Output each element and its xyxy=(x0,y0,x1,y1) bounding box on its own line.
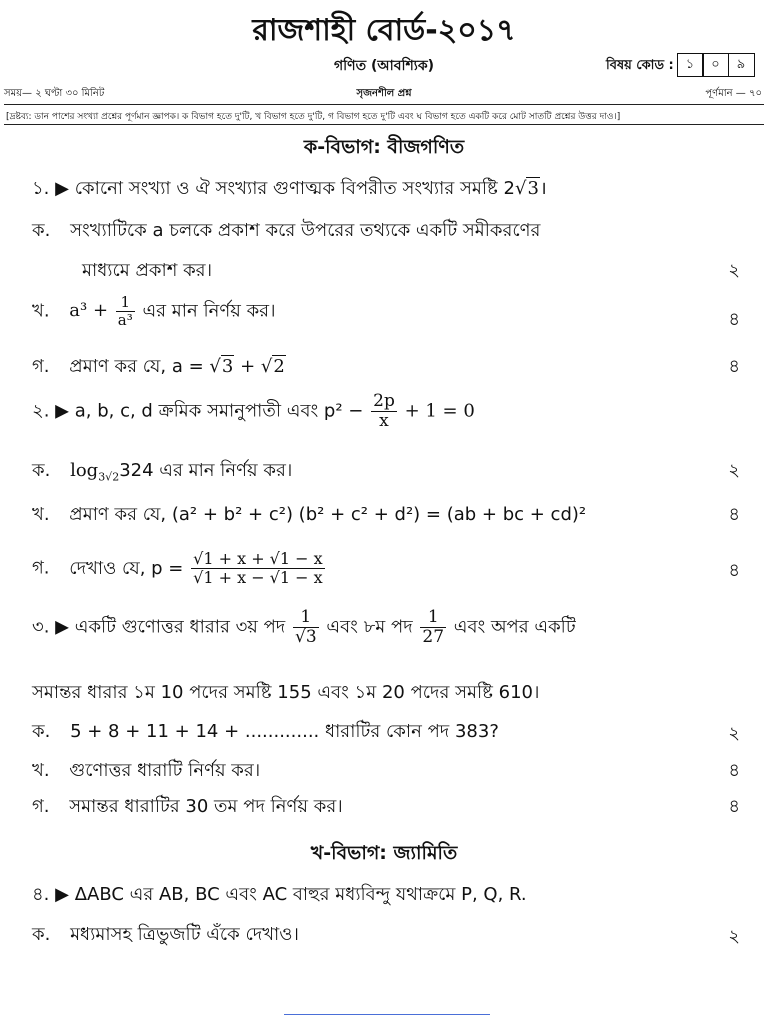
part-text: সমান্তর ধারাটির 30 তম পদ নির্ণয় কর। xyxy=(69,796,343,817)
fraction xyxy=(371,392,397,431)
denominator: 27 xyxy=(422,626,445,647)
question-1-part-ga: গ. প্রমাণ কর যে, a = √3 + √2 xyxy=(32,356,285,377)
question-text: একটি গুণোত্তর ধারার ৩য় পদ xyxy=(74,616,286,638)
question-3-part-kha xyxy=(32,756,260,787)
question-4-stem xyxy=(32,880,527,911)
part-text: মধ্যমাসহ ত্রিভুজটি এঁকে দেখাও। xyxy=(70,924,299,945)
part-label: গ. xyxy=(32,796,50,817)
part-label: ক. xyxy=(32,220,51,241)
mark: ৪ xyxy=(728,760,740,781)
arrow-icon: ▶ xyxy=(55,178,69,199)
math-log: log xyxy=(70,460,99,481)
mark: ২ xyxy=(728,260,740,281)
radicand: 2 xyxy=(273,356,285,377)
part-label: খ. xyxy=(32,760,50,781)
note-divider xyxy=(4,124,764,125)
code-digit: ০ xyxy=(702,53,729,77)
part-label: গ. xyxy=(32,557,50,579)
question-1-part-ka-cont: মাধ্যমে প্রকাশ কর। xyxy=(82,260,213,281)
numerator: √1 + x + √1 − x xyxy=(193,549,323,568)
fraction xyxy=(191,550,325,587)
denominator: a³ xyxy=(117,310,133,329)
question-3-stem-cont: সমান্তর ধারার ১ম 10 পদের সমষ্টি 155 এবং ১ম 20 পদের সমষ্টি 610। xyxy=(32,682,540,703)
radicand: 3 xyxy=(527,178,539,199)
question-2-part-ga xyxy=(32,550,327,587)
arrow-icon: ▶ xyxy=(55,400,70,422)
punctuation: । xyxy=(539,178,547,199)
question-2-part-ka xyxy=(32,456,292,487)
question-3-part-ga xyxy=(32,792,343,823)
question-text: a, b, c, d ক্রমিক সমানুপাতী এবং p² − xyxy=(74,400,364,422)
question-type: সৃজনশীল প্রশ্ন xyxy=(356,88,412,99)
question-text: ΔABC এর AB, BC এবং AC বাহুর মধ্যবিন্দু যথাক্রমে P, Q, R. xyxy=(74,884,527,905)
radicand: 3 xyxy=(221,356,234,377)
math-expression: + 1 = 0 xyxy=(404,400,475,422)
subject-name: গণিত (আবশ্যিক) xyxy=(333,58,435,74)
section-heading-geometry: খ-বিভাগ: জ্যামিতি xyxy=(310,842,458,864)
mark: ৪ xyxy=(728,309,740,330)
part-label: গ. xyxy=(32,356,50,377)
fraction xyxy=(116,294,135,329)
math-expression: a³ + xyxy=(69,300,109,322)
part-label: খ. xyxy=(32,300,50,322)
part-text: 324 এর মান নির্ণয় কর। xyxy=(119,460,293,481)
denominator: √1 + x − √1 − x xyxy=(193,567,323,587)
part-label: ক. xyxy=(32,460,51,481)
footer-link-underline[interactable] xyxy=(284,1014,490,1015)
part-text: এর মান নির্ণয় কর। xyxy=(142,300,276,322)
question-text: এবং অপর একটি xyxy=(453,616,576,638)
section-heading-algebra: ক-বিভাগ: বীজগণিত xyxy=(303,136,465,158)
code-digit: ৯ xyxy=(728,53,755,77)
mark: ৪ xyxy=(728,796,740,817)
mark: ২ xyxy=(728,723,740,744)
part-label: ক. xyxy=(32,721,51,742)
numerator: 2p xyxy=(373,391,395,411)
numerator: 1 xyxy=(116,294,135,312)
mark: ৪ xyxy=(728,356,740,377)
part-text: 5 + 8 + 11 + 14 + ............. ধারাটির কোন পদ 383? xyxy=(70,721,499,742)
exam-title: রাজশাহী বোর্ড-২০১৭ xyxy=(252,13,516,48)
part-label: ক. xyxy=(32,924,51,945)
part-text: সংখ্যাটিকে a চলকে প্রকাশ করে উপরের তথ্যকে একটি সমীকরণের xyxy=(70,220,541,241)
question-3-part-ka xyxy=(32,717,499,748)
fraction xyxy=(420,608,446,647)
mark: ২ xyxy=(728,460,740,481)
part-label: খ. xyxy=(32,504,50,525)
subject-code-boxes xyxy=(678,53,755,77)
part-text: দেখাও যে, p = xyxy=(69,557,184,579)
fraction xyxy=(293,608,319,647)
question-number: ২. xyxy=(32,400,50,422)
arrow-icon: ▶ xyxy=(55,616,70,638)
numerator: 1 xyxy=(420,608,446,628)
question-2-stem xyxy=(32,392,475,431)
part-text: প্রমাণ কর যে, (a² + b² + c²) (b² + c² + d²) = (ab + bc + cd)² xyxy=(69,504,587,525)
instruction-note: [দ্রষ্টব্য: ডান পাশের সংখ্যা প্রশ্নের পূর্ণমান জ্ঞাপক। ক বিভাগ হতে দু'টি, খ বিভাগ হতে দু'টি, গ বিভাগ হতে দু'টি এবং ঘ বিভাগ হতে একটি করে মোট সাতটি প্রশ্নের উত্তর দাও।] xyxy=(6,112,621,122)
mark: ৪ xyxy=(728,560,740,581)
question-4-part-ka xyxy=(32,920,299,951)
part-text: প্রমাণ কর যে, a = xyxy=(69,356,210,377)
question-1-part-ka xyxy=(32,216,540,247)
question-1-part-kha xyxy=(32,294,276,329)
question-3-stem xyxy=(32,608,576,647)
numerator: 1 xyxy=(293,608,319,628)
denominator: √3 xyxy=(295,626,317,647)
log-base: 3√2 xyxy=(98,470,120,484)
question-number: ৪. xyxy=(32,884,50,905)
question-number: ১. xyxy=(32,178,50,199)
question-1-stem: ১. ▶ কোনো সংখ্যা ও ঐ সংখ্যার গুণাত্মক বিপরীত সংখ্যার সমষ্টি 2√3। xyxy=(32,178,547,199)
question-2-part-kha xyxy=(32,500,586,531)
question-text: কোনো সংখ্যা ও ঐ সংখ্যার গুণাত্মক বিপরীত সংখ্যার সমষ্টি 2 xyxy=(74,178,515,199)
code-digit: ১ xyxy=(677,53,704,77)
header-divider xyxy=(4,104,764,105)
arrow-icon: ▶ xyxy=(55,884,69,905)
part-text: গুণোত্তর ধারাটি নির্ণয় কর। xyxy=(69,760,261,781)
full-marks: পূর্ণমান — ৭০ xyxy=(705,88,762,99)
subject-code-label: বিষয় কোড : xyxy=(606,58,674,73)
question-number: ৩. xyxy=(32,616,50,638)
mark: ২ xyxy=(728,926,740,947)
mark: ৪ xyxy=(728,504,740,525)
math-operator: + xyxy=(234,356,261,377)
denominator: x xyxy=(379,410,389,431)
exam-time: সময়— ২ ঘণ্টা ৩০ মিনিট xyxy=(4,88,105,99)
question-text: এবং ৮ম পদ xyxy=(326,616,413,638)
